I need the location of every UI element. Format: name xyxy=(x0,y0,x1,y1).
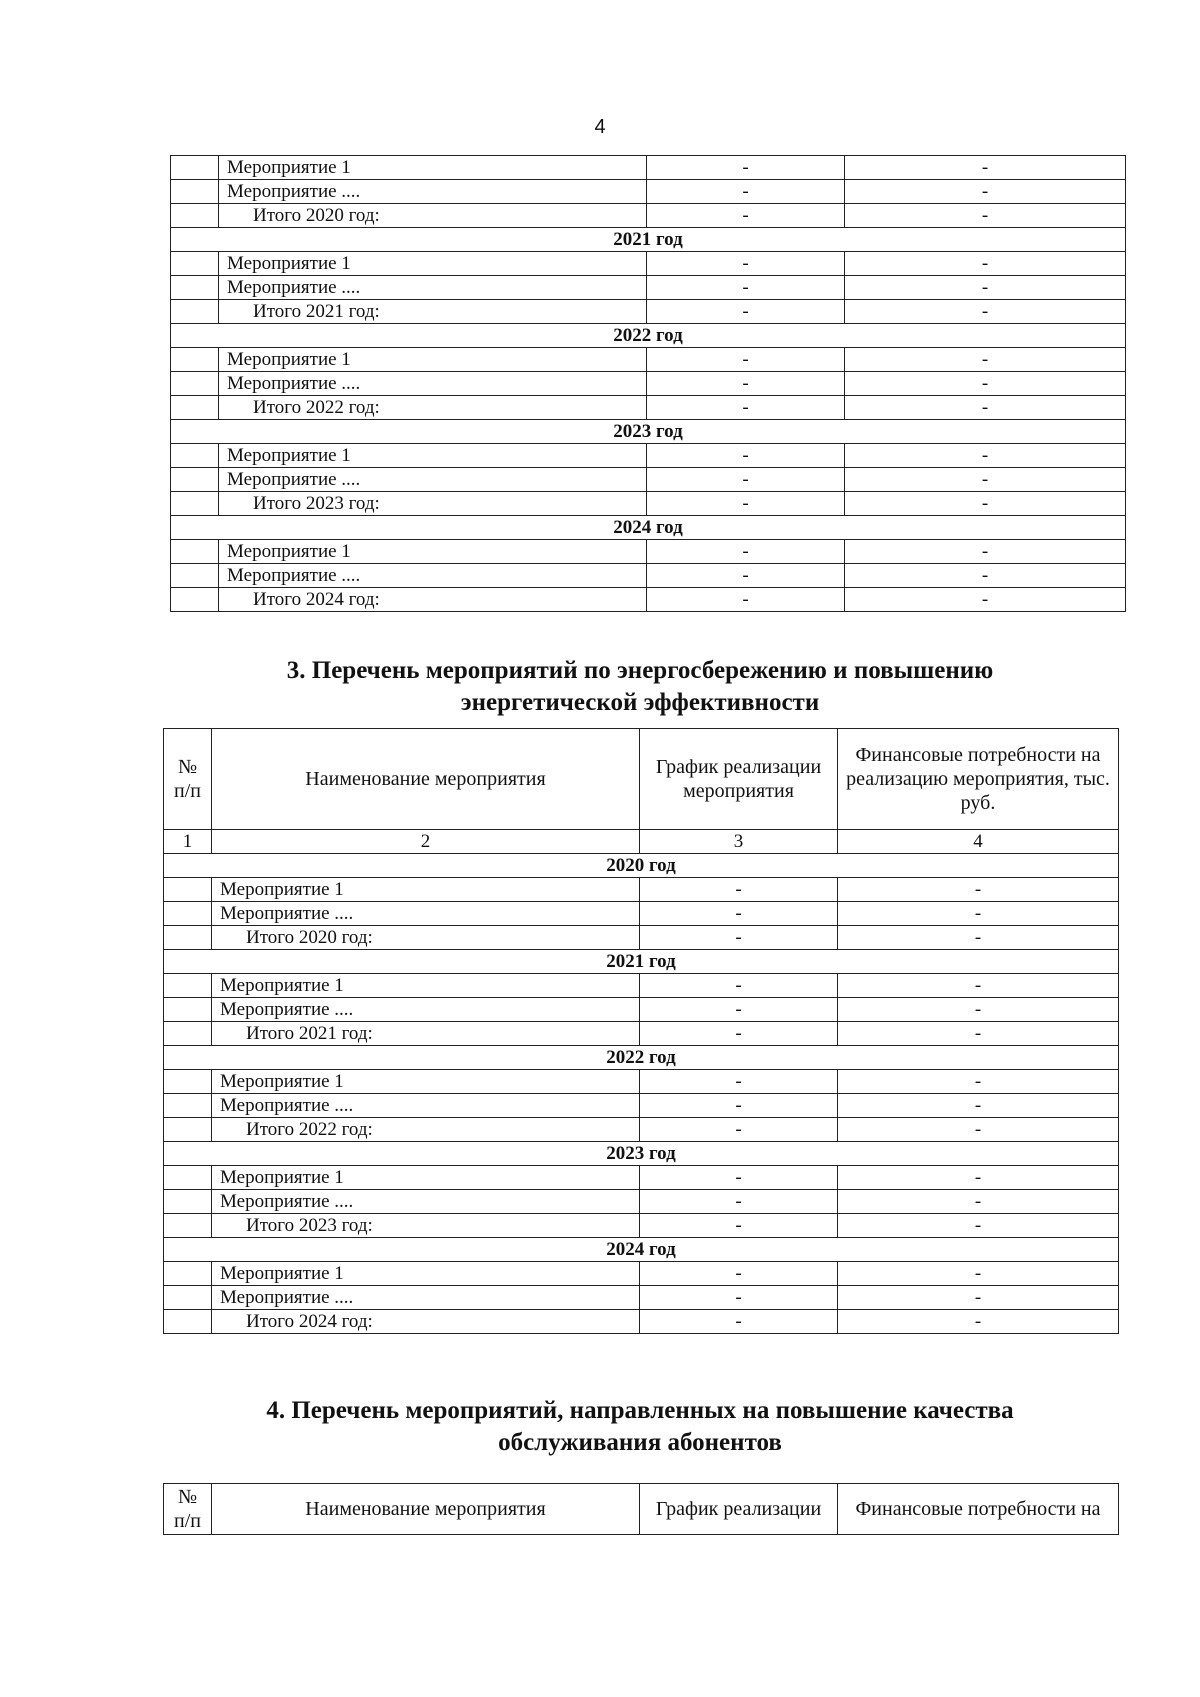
activities-table-continued xyxy=(170,155,1126,612)
total-row xyxy=(164,926,1119,950)
schedule-cell: - xyxy=(640,1214,838,1238)
header-schedule: График реализации xyxy=(640,1484,838,1535)
activity-name-cell: Мероприятие .... xyxy=(212,1094,640,1118)
activity-name-cell: Мероприятие .... xyxy=(212,902,640,926)
table-row xyxy=(164,902,1119,926)
table-row xyxy=(171,468,1126,492)
finance-cell: - xyxy=(838,998,1119,1022)
energy-saving-activities-table xyxy=(163,728,1119,1334)
finance-cell: - xyxy=(838,1118,1119,1142)
finance-cell: - xyxy=(845,180,1126,204)
page-number: 4 xyxy=(594,116,606,138)
column-number: 3 xyxy=(640,830,838,854)
total-row xyxy=(171,396,1126,420)
row-number-cell xyxy=(164,1262,212,1286)
activity-name-cell: Итого 2023 год: xyxy=(212,1214,640,1238)
finance-cell: - xyxy=(845,348,1126,372)
row-number-cell xyxy=(171,300,219,324)
row-number-cell xyxy=(164,878,212,902)
total-row xyxy=(164,1118,1119,1142)
schedule-cell: - xyxy=(647,156,845,180)
schedule-cell: - xyxy=(647,348,845,372)
header-schedule: График реализации мероприятия xyxy=(640,729,838,830)
finance-cell: - xyxy=(838,902,1119,926)
total-row xyxy=(171,300,1126,324)
schedule-cell: - xyxy=(640,1310,838,1334)
header-finance: Финансовые потребности на xyxy=(838,1484,1119,1535)
activity-name-cell: Мероприятие 1 xyxy=(212,1262,640,1286)
year-row xyxy=(164,950,1119,974)
schedule-cell: - xyxy=(647,588,845,612)
row-number-cell xyxy=(171,492,219,516)
total-row xyxy=(164,1214,1119,1238)
activity-name-cell: Итого 2024 год: xyxy=(219,588,647,612)
schedule-cell: - xyxy=(647,468,845,492)
schedule-cell: - xyxy=(647,180,845,204)
finance-cell: - xyxy=(845,588,1126,612)
row-number-cell xyxy=(171,252,219,276)
activity-name-cell: Итого 2024 год: xyxy=(212,1310,640,1334)
activity-name-cell: Итого 2022 год: xyxy=(219,396,647,420)
column-number: 4 xyxy=(838,830,1119,854)
section-4-title-line1: 4. Перечень мероприятий, направленных на повышение качества xyxy=(266,1397,1014,1424)
schedule-cell: - xyxy=(640,1118,838,1142)
year-heading: 2023 год xyxy=(171,420,1126,444)
row-number-cell xyxy=(164,1166,212,1190)
row-number-cell xyxy=(171,348,219,372)
row-number-cell xyxy=(171,156,219,180)
schedule-cell: - xyxy=(640,1262,838,1286)
table-row xyxy=(171,540,1126,564)
finance-cell: - xyxy=(838,1286,1119,1310)
activity-name-cell: Итого 2020 год: xyxy=(212,926,640,950)
activity-name-cell: Итого 2021 год: xyxy=(212,1022,640,1046)
activity-name-cell: Мероприятие 1 xyxy=(212,878,640,902)
finance-cell: - xyxy=(845,564,1126,588)
table-row xyxy=(171,372,1126,396)
schedule-cell: - xyxy=(647,540,845,564)
activity-name-cell: Мероприятие .... xyxy=(219,180,647,204)
schedule-cell: - xyxy=(647,204,845,228)
section-4-title-line2: обслуживания абонентов xyxy=(498,1429,782,1456)
table-row xyxy=(164,878,1119,902)
year-heading: 2021 год xyxy=(164,950,1119,974)
header-activity-name: Наименование мероприятия xyxy=(212,729,640,830)
total-row xyxy=(171,588,1126,612)
finance-cell: - xyxy=(845,492,1126,516)
finance-cell: - xyxy=(845,204,1126,228)
schedule-cell: - xyxy=(640,974,838,998)
schedule-cell: - xyxy=(647,300,845,324)
finance-cell: - xyxy=(838,1190,1119,1214)
year-heading: 2024 год xyxy=(164,1238,1119,1262)
year-heading: 2020 год xyxy=(164,854,1119,878)
table-row xyxy=(171,180,1126,204)
row-number-cell xyxy=(171,180,219,204)
year-row xyxy=(171,324,1126,348)
schedule-cell: - xyxy=(647,492,845,516)
table-row xyxy=(164,1262,1119,1286)
section-3-title-line2: энергетической эффективности xyxy=(460,689,820,716)
row-number-cell xyxy=(164,902,212,926)
schedule-cell: - xyxy=(647,372,845,396)
total-row xyxy=(164,1310,1119,1334)
schedule-cell: - xyxy=(640,926,838,950)
activity-name-cell: Мероприятие 1 xyxy=(212,974,640,998)
schedule-cell: - xyxy=(647,276,845,300)
row-number-cell xyxy=(164,1022,212,1046)
finance-cell: - xyxy=(838,1166,1119,1190)
row-number-cell xyxy=(171,396,219,420)
row-number-cell xyxy=(171,468,219,492)
section-3-title-line1: 3. Перечень мероприятий по энергосбережению и повышению xyxy=(286,657,994,684)
year-heading: 2021 год xyxy=(171,228,1126,252)
section-3-title xyxy=(160,655,1120,719)
row-number-cell xyxy=(164,1118,212,1142)
table-row xyxy=(164,1094,1119,1118)
header-number: № п/п xyxy=(164,729,212,830)
activity-name-cell: Мероприятие .... xyxy=(219,564,647,588)
finance-cell: - xyxy=(838,1022,1119,1046)
table-row xyxy=(164,974,1119,998)
year-row xyxy=(164,1046,1119,1070)
row-number-cell xyxy=(171,204,219,228)
activity-name-cell: Итого 2023 год: xyxy=(219,492,647,516)
finance-cell: - xyxy=(845,444,1126,468)
finance-cell: - xyxy=(845,372,1126,396)
row-number-cell xyxy=(164,998,212,1022)
schedule-cell: - xyxy=(640,1166,838,1190)
row-number-cell xyxy=(171,444,219,468)
header-activity-name: Наименование мероприятия xyxy=(212,1484,640,1535)
activity-name-cell: Мероприятие 1 xyxy=(219,252,647,276)
year-heading: 2022 год xyxy=(164,1046,1119,1070)
schedule-cell: - xyxy=(640,1070,838,1094)
service-quality-activities-table xyxy=(163,1483,1119,1535)
table-row xyxy=(164,1286,1119,1310)
row-number-cell xyxy=(164,926,212,950)
year-row xyxy=(171,420,1126,444)
finance-cell: - xyxy=(845,540,1126,564)
table-row xyxy=(164,998,1119,1022)
finance-cell: - xyxy=(845,396,1126,420)
finance-cell: - xyxy=(845,468,1126,492)
row-number-cell xyxy=(164,1286,212,1310)
activity-name-cell: Итого 2022 год: xyxy=(212,1118,640,1142)
row-number-cell xyxy=(171,276,219,300)
schedule-cell: - xyxy=(640,1022,838,1046)
schedule-cell: - xyxy=(640,878,838,902)
column-numbers-row xyxy=(164,830,1119,854)
finance-cell: - xyxy=(838,974,1119,998)
table-header-row xyxy=(164,729,1119,830)
finance-cell: - xyxy=(838,1310,1119,1334)
activity-name-cell: Мероприятие .... xyxy=(212,998,640,1022)
year-row xyxy=(171,516,1126,540)
row-number-cell xyxy=(171,588,219,612)
finance-cell: - xyxy=(838,926,1119,950)
activity-name-cell: Мероприятие .... xyxy=(219,372,647,396)
year-heading: 2024 год xyxy=(171,516,1126,540)
activity-name-cell: Итого 2020 год: xyxy=(219,204,647,228)
schedule-cell: - xyxy=(647,444,845,468)
activity-name-cell: Мероприятие 1 xyxy=(219,348,647,372)
activity-name-cell: Мероприятие 1 xyxy=(212,1070,640,1094)
table-row xyxy=(164,1190,1119,1214)
row-number-cell xyxy=(164,1070,212,1094)
table-row xyxy=(171,156,1126,180)
schedule-cell: - xyxy=(640,902,838,926)
activity-name-cell: Мероприятие 1 xyxy=(219,156,647,180)
year-row xyxy=(171,228,1126,252)
row-number-cell xyxy=(164,974,212,998)
table-row xyxy=(171,444,1126,468)
section-4-title xyxy=(160,1395,1120,1459)
activity-name-cell: Мероприятие 1 xyxy=(212,1166,640,1190)
column-number: 1 xyxy=(164,830,212,854)
activity-name-cell: Мероприятие .... xyxy=(212,1190,640,1214)
finance-cell: - xyxy=(838,1262,1119,1286)
finance-cell: - xyxy=(845,276,1126,300)
row-number-cell xyxy=(164,1190,212,1214)
table-row xyxy=(171,348,1126,372)
table-header-row xyxy=(164,1484,1119,1535)
schedule-cell: - xyxy=(640,1286,838,1310)
finance-cell: - xyxy=(845,300,1126,324)
table-row xyxy=(171,564,1126,588)
year-row xyxy=(164,1238,1119,1262)
row-number-cell xyxy=(164,1214,212,1238)
year-row xyxy=(164,1142,1119,1166)
row-number-cell xyxy=(171,372,219,396)
row-number-cell xyxy=(171,564,219,588)
activity-name-cell: Мероприятие .... xyxy=(219,468,647,492)
header-finance: Финансовые потребности на реализацию мероприятия, тыс. руб. xyxy=(838,729,1119,830)
finance-cell: - xyxy=(845,156,1126,180)
year-heading: 2023 год xyxy=(164,1142,1119,1166)
schedule-cell: - xyxy=(647,396,845,420)
finance-cell: - xyxy=(838,1070,1119,1094)
table-row xyxy=(171,276,1126,300)
finance-cell: - xyxy=(845,252,1126,276)
activity-name-cell: Итого 2021 год: xyxy=(219,300,647,324)
table-row xyxy=(164,1166,1119,1190)
activity-name-cell: Мероприятие 1 xyxy=(219,444,647,468)
activity-name-cell: Мероприятие .... xyxy=(212,1286,640,1310)
table-row xyxy=(164,1070,1119,1094)
total-row xyxy=(171,492,1126,516)
schedule-cell: - xyxy=(640,1190,838,1214)
total-row xyxy=(171,204,1126,228)
schedule-cell: - xyxy=(640,998,838,1022)
row-number-cell xyxy=(171,540,219,564)
table-row xyxy=(171,252,1126,276)
finance-cell: - xyxy=(838,1094,1119,1118)
year-heading: 2022 год xyxy=(171,324,1126,348)
header-number: № п/п xyxy=(164,1484,212,1535)
schedule-cell: - xyxy=(647,564,845,588)
schedule-cell: - xyxy=(647,252,845,276)
finance-cell: - xyxy=(838,878,1119,902)
row-number-cell xyxy=(164,1310,212,1334)
year-row xyxy=(164,854,1119,878)
activity-name-cell: Мероприятие 1 xyxy=(219,540,647,564)
activity-name-cell: Мероприятие .... xyxy=(219,276,647,300)
column-number: 2 xyxy=(212,830,640,854)
finance-cell: - xyxy=(838,1214,1119,1238)
schedule-cell: - xyxy=(640,1094,838,1118)
total-row xyxy=(164,1022,1119,1046)
row-number-cell xyxy=(164,1094,212,1118)
